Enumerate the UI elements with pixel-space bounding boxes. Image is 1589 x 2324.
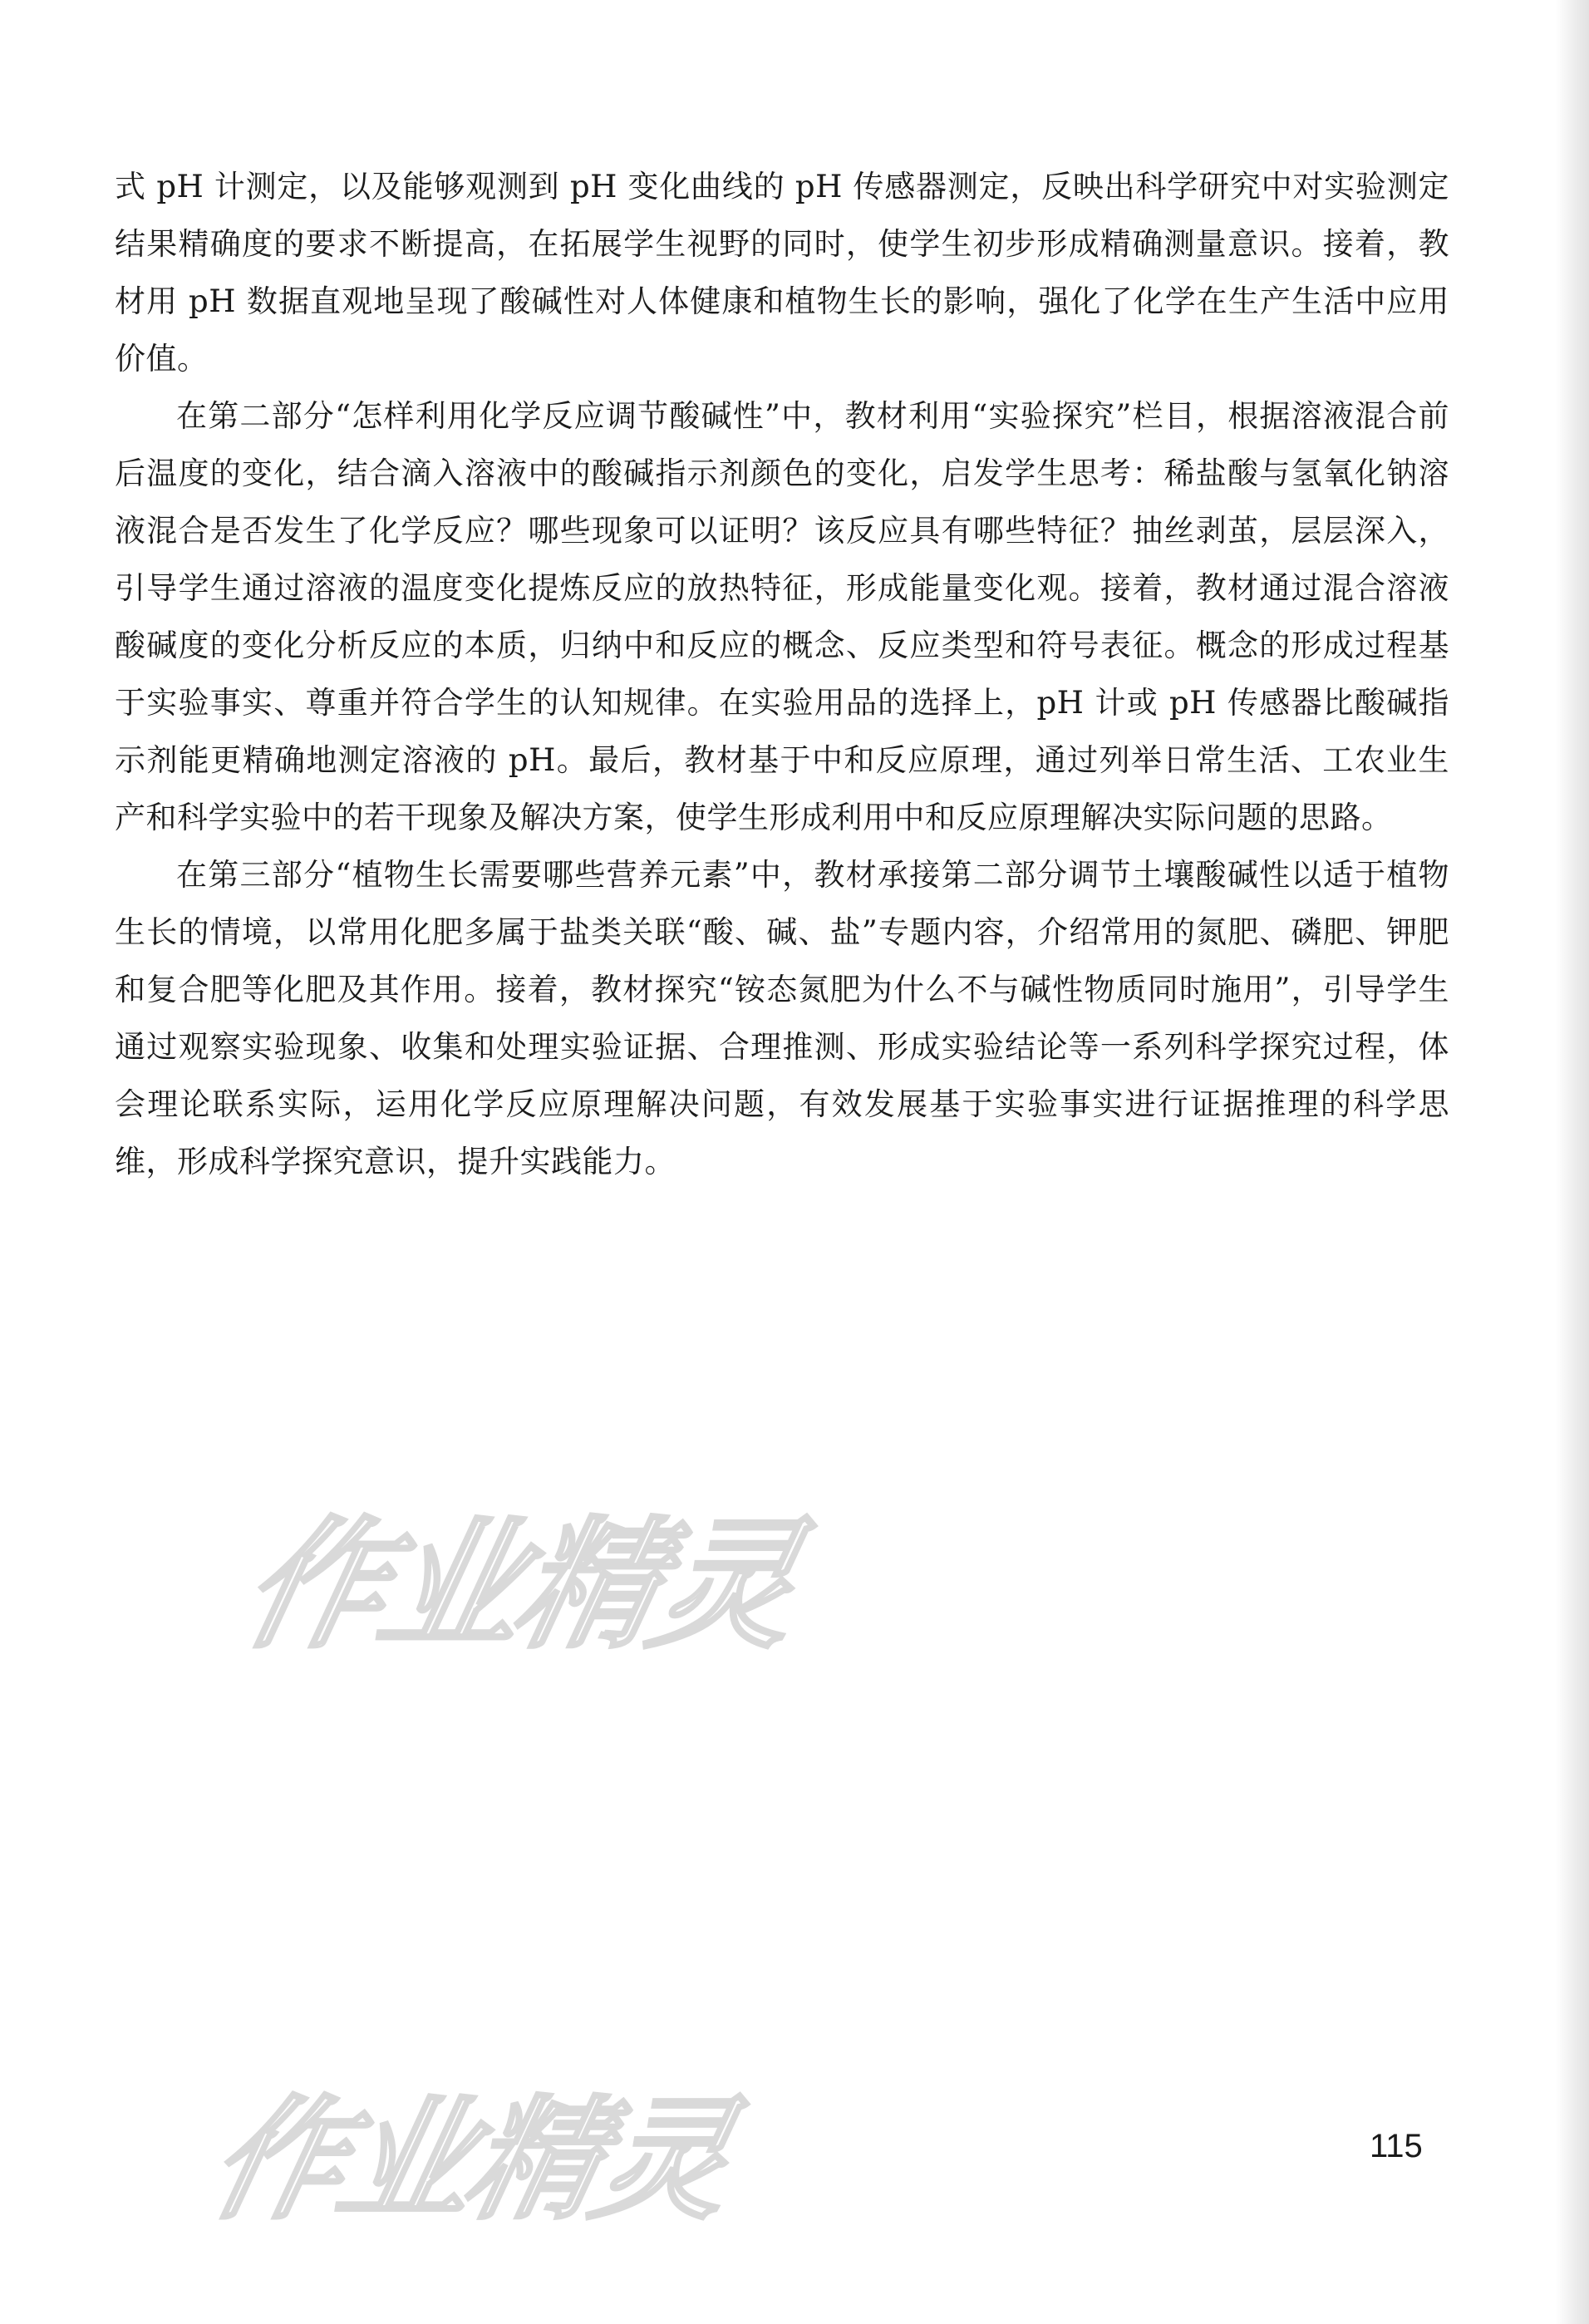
watermark-lower: 作业精灵 (197, 2082, 743, 2238)
page-body (115, 158, 1449, 1190)
page-number: 115 (1370, 2128, 1423, 2164)
scan-edge-shadow (1556, 0, 1589, 2324)
paragraph-2: 在第二部分“怎样利用化学反应调节酸碱性”中，教材利用“实验探究”栏目，根据溶液混合前后温度的变化，结合滴入溶液中的酸碱指示剂颜色的变化，启发学生思考：稀盐酸与氢氧化钠溶液混合是否发生了化学反应？哪些现象可以证明？该反应具有哪些特征？抽丝剥茧，层层深入，引导学生通过溶液的温度变化提炼反应的放热特征，形成能量变化观。接着，教材通过混合溶液酸碱度的变化分析反应的本质，归纳中和反应的概念、反应类型和符号表征。概念的形成过程基于实验事实、尊重并符合学生的认知规律。在实验用品的选择上，pH 计或 pH 传感器比酸碱指示剂能更精确地测定溶液的 pH。最后，教材基于中和反应原理，通过列举日常生活、工农业生产和科学实验中的若干现象及解决方案，使学生形成利用中和反应原理解决实际问题的思路。 (115, 398, 1449, 835)
watermark-upper: 作业精灵 (229, 1504, 809, 1668)
paragraph-1: 式 pH 计测定，以及能够观测到 pH 变化曲线的 pH 传感器测定，反映出科学研究中对实验测定结果精确度的要求不断提高，在拓展学生视野的同时，使学生初步形成精确测量意识。接着，教材用 pH 数据直观地呈现了酸碱性对人体健康和植物生长的影响，强化了化学在生产生活中应用价值。 (115, 169, 1449, 377)
paragraph-3: 在第三部分“植物生长需要哪些营养元素”中，教材承接第二部分调节土壤酸碱性以适于植物生长的情境，以常用化肥多属于盐类关联“酸、碱、盐”专题内容，介绍常用的氮肥、磷肥、钾肥和复合肥等化肥及其作用。接着，教材探究“铵态氮肥为什么不与碱性物质同时施用”，引导学生通过观察实验现象、收集和处理实验证据、合理推测、形成实验结论等一系列科学探究过程，体会理论联系实际，运用化学反应原理解决问题，有效发展基于实验事实进行证据推理的科学思维，形成科学探究意识，提升实践能力。 (115, 857, 1449, 1179)
